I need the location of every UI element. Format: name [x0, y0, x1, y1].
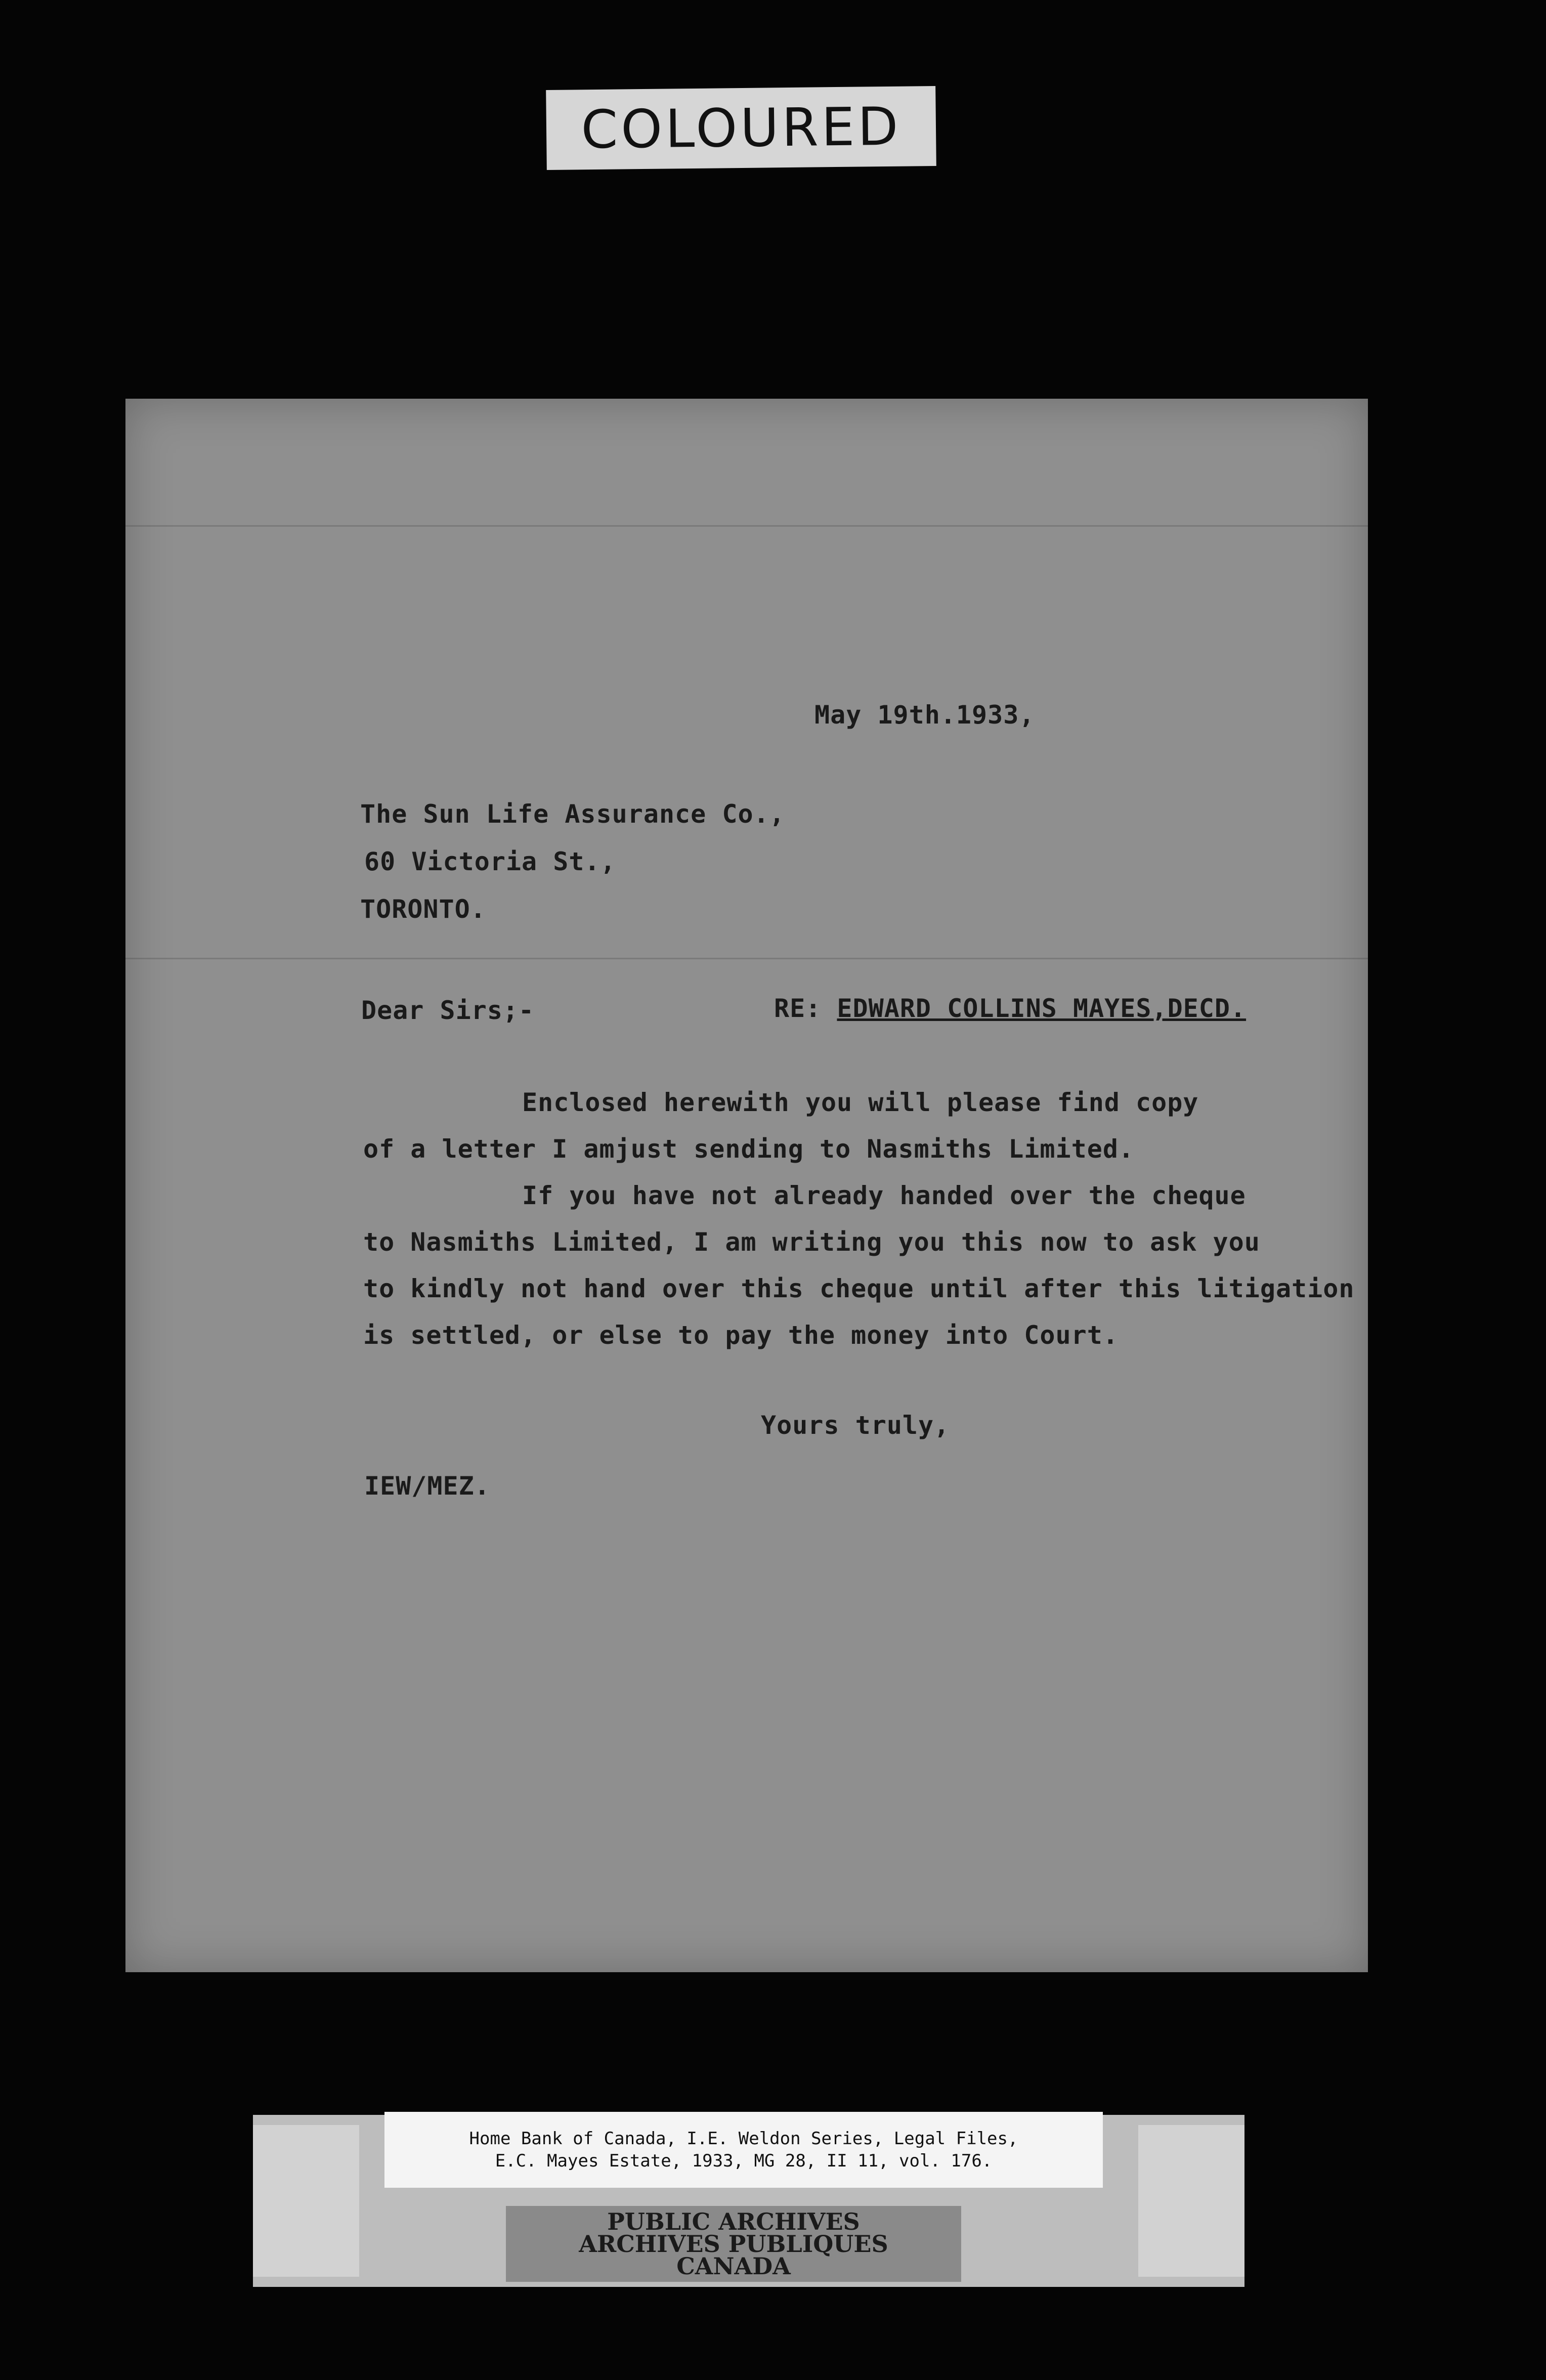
stamp-line-2: ARCHIVES PUBLIQUES: [579, 2230, 888, 2258]
body-line-2: of a letter I amjust sending to Nasmiths Limited.: [363, 1134, 1135, 1164]
citation-line-2: E.C. Mayes Estate, 1933, MG 28, II 11, vol. 176.: [495, 2151, 993, 2171]
citation-line-1: Home Bank of Canada, I.E. Weldon Series, Legal Files,: [469, 2129, 1018, 2149]
closing: Yours truly,: [761, 1411, 950, 1440]
archives-stamp: [506, 2206, 961, 2282]
strip-flap-left: [253, 2125, 359, 2277]
address-line-3: TORONTO.: [360, 895, 486, 924]
body-line-6: is settled, or else to pay the money into Court.: [363, 1321, 1119, 1350]
stamp-line-3: CANADA: [676, 2252, 791, 2280]
coloured-label: COLOURED: [546, 86, 936, 170]
fold-line: [125, 525, 1368, 527]
re-line: [774, 994, 1246, 1023]
letter-page: [125, 399, 1368, 1972]
letter-date: May 19th.1933,: [814, 700, 1035, 730]
strip-flap-right: [1138, 2125, 1244, 2277]
salutation: Dear Sirs;-: [361, 996, 535, 1025]
re-prefix: RE:: [774, 994, 822, 1023]
re-subject: EDWARD COLLINS MAYES,DECD.: [837, 994, 1247, 1023]
citation-label: [384, 2112, 1103, 2188]
body-line-3: If you have not already handed over the cheque: [522, 1181, 1246, 1210]
address-line-2: 60 Victoria St.,: [364, 847, 616, 876]
stamp-line-1: PUBLIC ARCHIVES: [607, 2208, 860, 2235]
address-line-1: The Sun Life Assurance Co.,: [360, 799, 785, 829]
typist-initials: IEW/MEZ.: [364, 1471, 490, 1501]
body-line-5: to kindly not hand over this cheque until after this litigation: [363, 1274, 1355, 1303]
body-line-4: to Nasmiths Limited, I am writing you this now to ask you: [363, 1227, 1260, 1257]
fold-line: [125, 958, 1368, 959]
body-line-1: Enclosed herewith you will please find copy: [522, 1088, 1199, 1117]
